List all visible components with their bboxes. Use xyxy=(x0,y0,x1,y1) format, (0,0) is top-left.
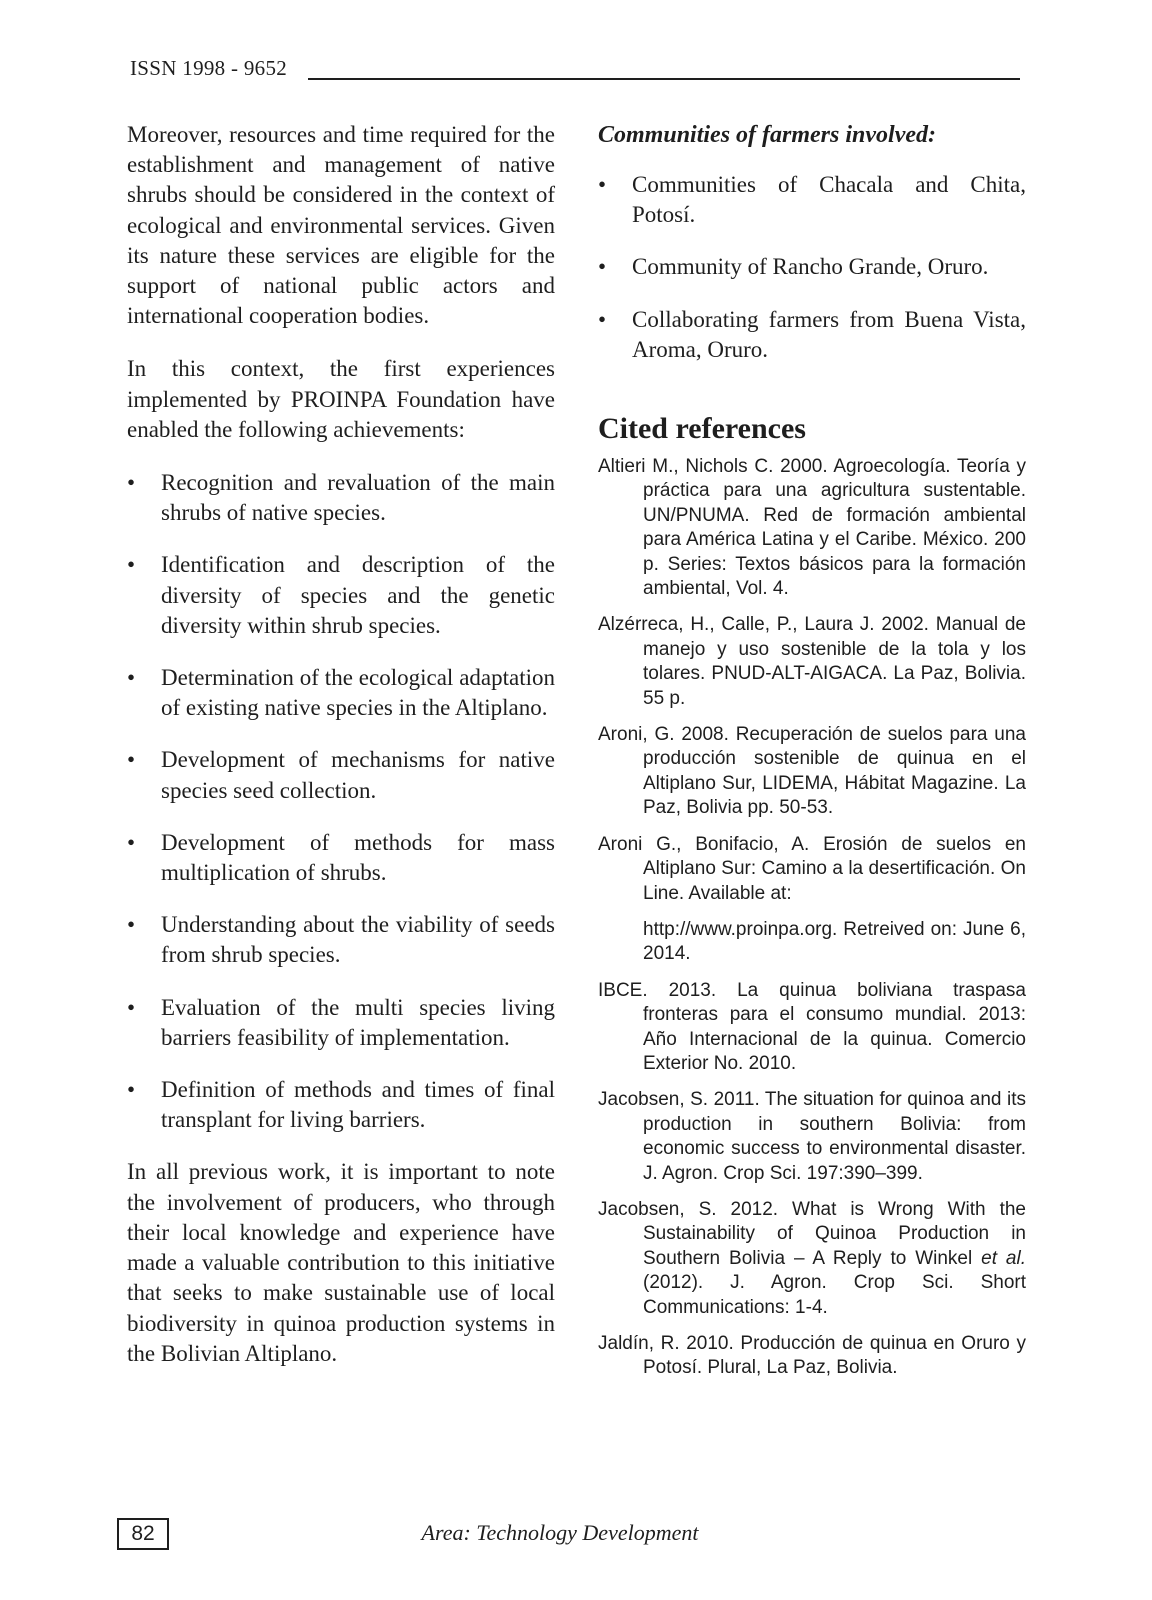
community-item: • Communities of Chacala and Chita, Potosí. xyxy=(598,170,1026,230)
footer-area-label: Area: Technology Development xyxy=(421,1520,699,1545)
header-rule xyxy=(308,78,1020,80)
achievement-item: • Recognition and revaluation of the main shrubs of native species. xyxy=(127,468,555,528)
achievement-item: • Development of methods for mass multiplication of shrubs. xyxy=(127,828,555,888)
references-heading: Cited references xyxy=(598,412,806,446)
reference-text: (2012). J. Agron. Crop Sci. Short Communications: 1-4. xyxy=(643,1272,1026,1318)
communities-list xyxy=(598,170,1026,365)
reference-italic-text: et al. xyxy=(981,1247,1026,1269)
achievement-item: • Identification and description of the diversity of species and the genetic diversity within shrub species. xyxy=(127,550,555,641)
closing-paragraph: In all previous work, it is important to note the involvement of producers, who through their local knowledge and experience have made a valuable contribution to this initiative that seeks to make sustainable use of local biodiversity in quinoa production systems in the Bolivian Altiplano. xyxy=(127,1159,555,1366)
achievement-item: • Understanding about the viability of seeds from shrub species. xyxy=(127,910,555,970)
reference-text: Jacobsen, S. 2012. What is Wrong With the Sustainability of Quinoa Production in Southern Bolivia – A Reply to Winkel xyxy=(598,1198,1026,1269)
reference-item xyxy=(598,833,1026,967)
context-paragraph: In this context, the first experiences implemented by PROINPA Foundation have enabled the following achievements: xyxy=(127,356,555,442)
reference-item: Jacobsen, S. 2011. The situation for quinoa and its production in southern Bolivia: from economic success to environmental disaster. J. Agron. Crop Sci. 197:390–399. xyxy=(598,1089,1026,1184)
reference-text: Aroni G., Bonifacio, A. Erosión de suelos en Altiplano Sur: Camino a la desertificación. On Line. Available at: xyxy=(598,833,1026,904)
reference-item: Jaldín, R. 2010. Producción de quinua en Oruro y Potosí. Plural, La Paz, Bolivia. xyxy=(598,1333,1026,1379)
achievement-item: • Development of mechanisms for native species seed collection. xyxy=(127,745,555,805)
achievements-list xyxy=(127,468,555,1135)
reference-item: Altieri M., Nichols C. 2000. Agroecología. Teoría y práctica para una agricultura sustentable. UN/PNUMA. Red de formación ambiental para América Latina y el Caribe. México. 200 p. Series: Textos básicos para la formación ambiental, Vol. 4. xyxy=(598,456,1026,600)
reference-link-text: http://www.proinpa.org. Retreived on: June 6, 2014. xyxy=(643,918,1026,965)
reference-item xyxy=(598,1198,1026,1320)
community-item: • Community of Rancho Grande, Oruro. xyxy=(598,252,1026,282)
left-column xyxy=(127,120,555,1369)
achievement-item: • Determination of the ecological adaptation of existing native species in the Altiplano. xyxy=(127,663,555,723)
page-number-box: 82 xyxy=(117,1518,169,1550)
intro-paragraph: Moreover, resources and time required for the establishment and management of native shrubs should be considered in the context of ecological and environmental services. Given its nature these services are eligible for the support of national public actors and international cooperation bodies. xyxy=(127,122,555,329)
reference-item: IBCE. 2013. La quinua boliviana traspasa fronteras para el consumo mundial. 2013: Año Internacional de la quinua. Comercio Exterior No. 2010. xyxy=(598,979,1026,1074)
communities-heading: Communities of farmers involved: xyxy=(598,122,936,148)
right-column xyxy=(598,120,1026,1393)
references-list xyxy=(598,455,1026,1381)
reference-item: Alzérreca, H., Calle, P., Laura J. 2002. Manual de manejo y uso sostenible de la tola y los tolares. PNUD-ALT-AIGACA. La Paz, Bolivia. 55 p. xyxy=(598,614,1026,709)
page-header xyxy=(130,56,1020,86)
community-item: • Collaborating farmers from Buena Vista, Aroma, Oruro. xyxy=(598,305,1026,365)
achievement-item: • Definition of methods and times of final transplant for living barriers. xyxy=(127,1075,555,1135)
reference-item: Aroni, G. 2008. Recuperación de suelos para una producción sostenible de quinua en el Altiplano Sur, LIDEMA, Hábitat Magazine. La Paz, Bolivia pp. 50-53. xyxy=(598,724,1026,819)
achievement-item: • Evaluation of the multi species living barriers feasibility of implementation. xyxy=(127,993,555,1053)
issn-label: ISSN 1998 - 9652 xyxy=(130,56,288,80)
